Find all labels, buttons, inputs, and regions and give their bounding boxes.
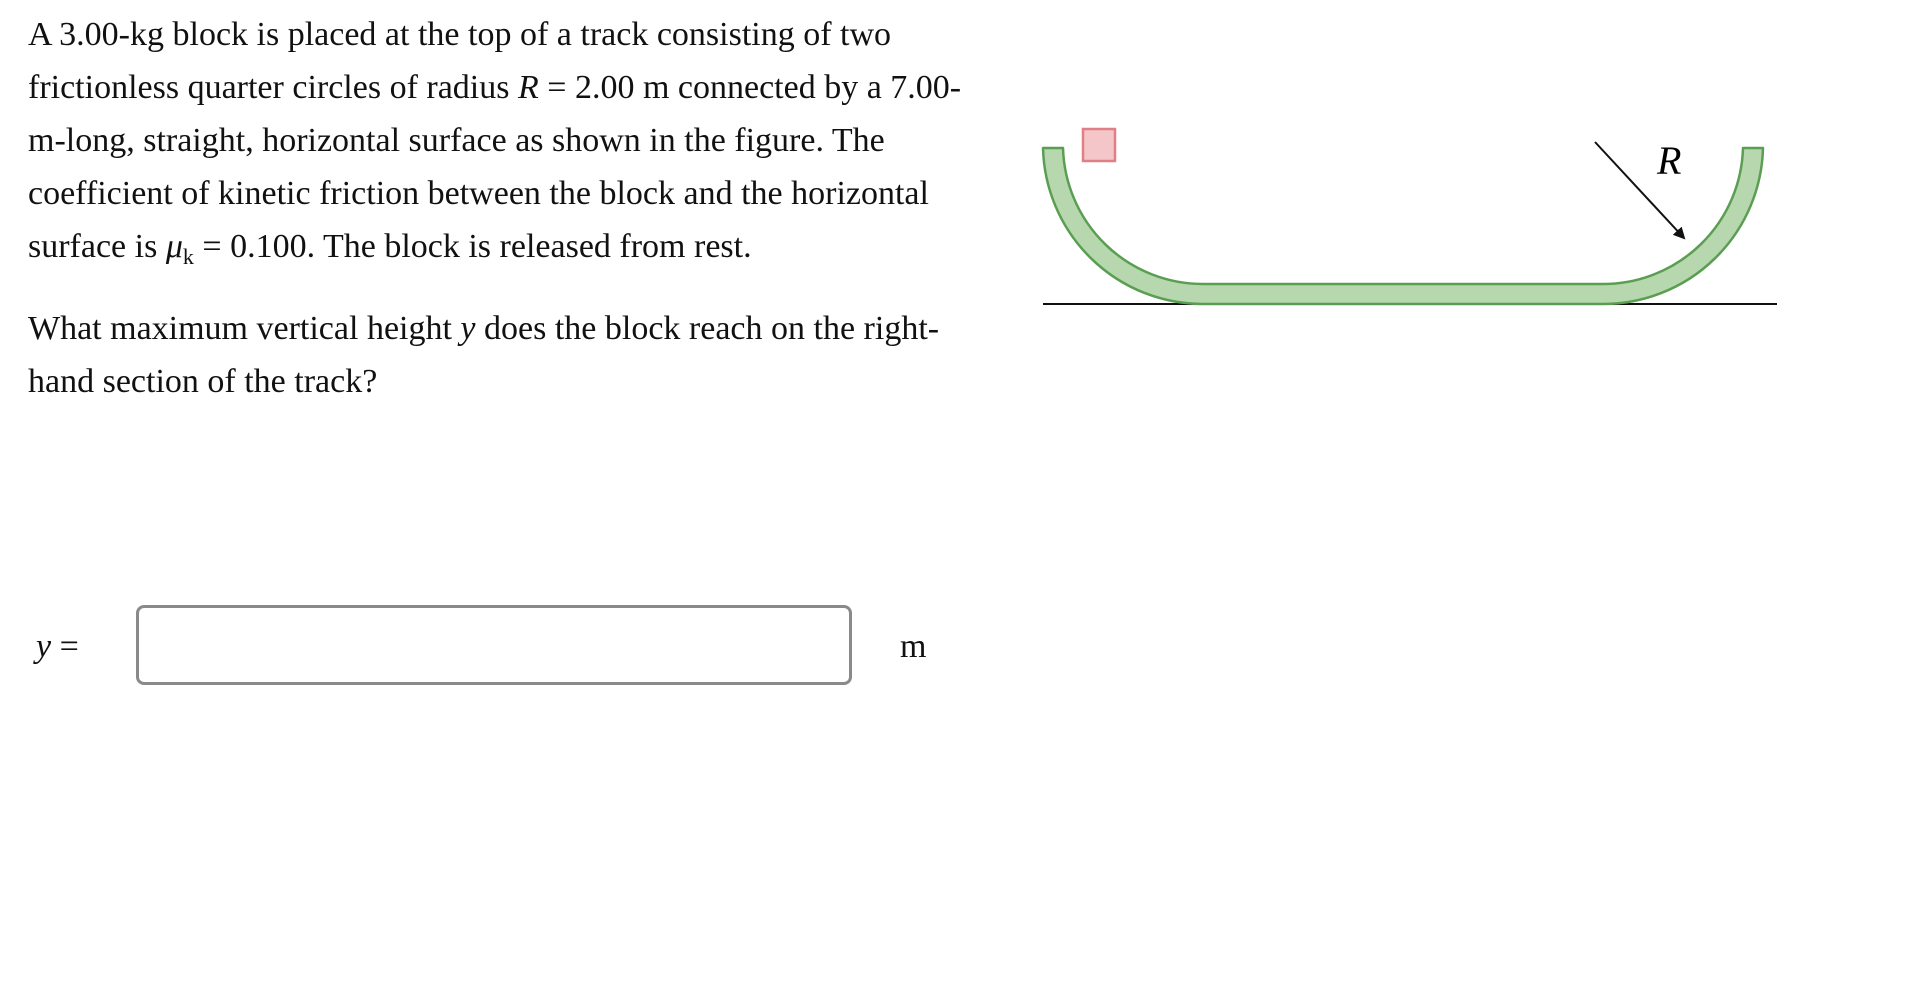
problem-statement	[28, 8, 968, 408]
track-shape	[1043, 148, 1763, 304]
problem-text	[28, 8, 968, 283]
radius-symbol: R	[517, 69, 539, 106]
problem-text-part: = 2.00 m connected by a 7.00-m-long, straight, horizontal surface as shown in the figure. The coefficient of kinetic friction between the block and the horizontal surface is	[28, 69, 962, 265]
answer-unit: m	[900, 628, 927, 665]
answer-variable: y	[36, 628, 52, 665]
problem-text-part: = 0.100. The block is released from rest.	[193, 228, 752, 265]
mu-symbol: μ	[165, 228, 183, 265]
answer-row	[36, 605, 936, 689]
answer-equals: =	[51, 628, 79, 665]
answer-label	[36, 627, 79, 667]
question-text-part: does the block reach on the right-hand section of the track?	[28, 310, 940, 400]
problem-text-part: A 3.00-kg block is placed at the top of a track consisting of two frictionless quarter circles of radius	[28, 16, 892, 106]
y-symbol: y	[460, 310, 476, 347]
mu-subscript: k	[182, 244, 194, 269]
radius-label: R	[1657, 138, 1682, 183]
block	[1083, 129, 1115, 161]
answer-input[interactable]	[136, 605, 852, 685]
track-figure	[1035, 120, 1785, 320]
question-text-part: What maximum vertical height	[28, 310, 461, 347]
question-text	[28, 302, 968, 408]
